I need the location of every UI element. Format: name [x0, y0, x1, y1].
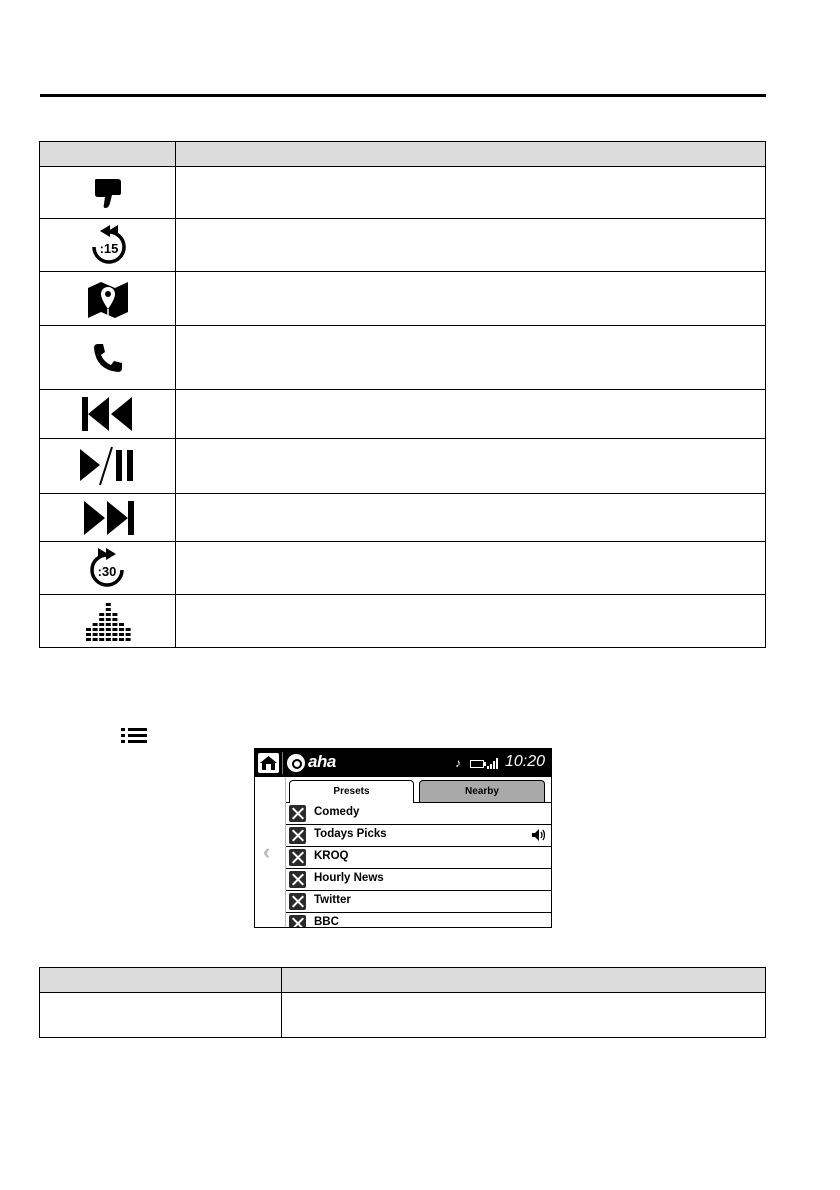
app-name: aha	[308, 752, 336, 771]
equalizer-bar-segment	[112, 638, 117, 641]
phone-icon	[40, 326, 176, 390]
rewind-15-icon	[40, 219, 176, 272]
equalizer-bar-segment	[92, 628, 97, 631]
table-row	[40, 326, 766, 390]
delete-x-icon[interactable]	[289, 915, 306, 928]
station-row[interactable]	[286, 803, 551, 825]
station-label: Hourly News	[314, 872, 384, 884]
equalizer-bar-segment	[92, 638, 97, 641]
equalizer-bar-segment	[119, 623, 124, 626]
equalizer-bar-segment	[86, 638, 91, 641]
table-row	[40, 439, 766, 494]
equalizer-bar-segment	[119, 628, 124, 631]
equalizer-bar-segment	[105, 628, 110, 631]
station-label: Comedy	[314, 806, 360, 818]
setting-table	[39, 967, 766, 1038]
station-row[interactable]	[286, 825, 551, 847]
aha-logo-icon	[287, 754, 305, 772]
speaker-icon	[532, 829, 546, 841]
equalizer-bar-segment	[119, 638, 124, 641]
equalizer-bar-segment	[112, 633, 117, 636]
station-row[interactable]	[286, 913, 551, 928]
table-row	[40, 167, 766, 219]
equalizer-bar-segment	[99, 623, 104, 626]
equalizer-bar-segment	[86, 633, 91, 636]
header-rule	[40, 94, 766, 97]
divider	[282, 752, 283, 774]
equalizer-bar-segment	[105, 608, 110, 611]
status-bar	[255, 749, 551, 777]
map-pin-icon	[40, 272, 176, 326]
header-cell-icon	[40, 142, 176, 167]
equalizer-bar-segment	[125, 638, 130, 641]
skip-forward-icon	[40, 494, 176, 542]
station-list	[286, 803, 551, 928]
equalizer-bar-segment	[105, 613, 110, 616]
table-header-row	[40, 142, 766, 167]
equalizer-icon	[40, 595, 176, 648]
forward-seconds-label: :30	[97, 564, 116, 579]
station-label: BBC	[314, 916, 339, 928]
equalizer-bar-segment	[105, 618, 110, 621]
back-pane[interactable]	[255, 777, 286, 927]
equalizer-bar-segment	[92, 633, 97, 636]
table-row	[40, 219, 766, 272]
battery-icon	[470, 760, 484, 768]
delete-x-icon[interactable]	[289, 871, 306, 888]
home-icon[interactable]	[258, 753, 279, 773]
table-row	[40, 993, 766, 1038]
equalizer-bar-segment	[99, 613, 104, 616]
icon-function-table	[39, 141, 766, 648]
equalizer-bar-segment	[112, 628, 117, 631]
table-header-row	[40, 968, 766, 993]
delete-x-icon[interactable]	[289, 849, 306, 866]
skip-back-icon	[40, 390, 176, 439]
equalizer-bar-segment	[105, 638, 110, 641]
equalizer-bar-segment	[119, 633, 124, 636]
equalizer-bar-segment	[105, 603, 110, 606]
equalizer-bar-segment	[112, 618, 117, 621]
equalizer-bar-segment	[112, 623, 117, 626]
delete-x-icon[interactable]	[289, 805, 306, 822]
station-row[interactable]	[286, 869, 551, 891]
tab-nearby[interactable]: Nearby	[419, 780, 545, 802]
equalizer-bar-segment	[105, 623, 110, 626]
rewind-seconds-label: :15	[99, 241, 118, 256]
header-cell-function	[176, 142, 766, 167]
equalizer-bar-segment	[99, 628, 104, 631]
equalizer-bar-segment	[105, 633, 110, 636]
station-label: Twitter	[314, 894, 351, 906]
table-row	[40, 542, 766, 595]
list-icon	[120, 727, 148, 743]
equalizer-bar-segment	[99, 633, 104, 636]
delete-x-icon[interactable]	[289, 827, 306, 844]
clock: 10:20	[505, 753, 546, 770]
table-row	[40, 390, 766, 439]
equalizer-bar-segment	[125, 628, 130, 631]
delete-x-icon[interactable]	[289, 893, 306, 910]
forward-30-icon	[40, 542, 176, 595]
tab-presets[interactable]: Presets	[289, 780, 414, 803]
header-cell-function	[282, 968, 766, 993]
aha-screen	[254, 748, 552, 928]
station-row[interactable]	[286, 847, 551, 869]
station-label: KROQ	[314, 850, 349, 862]
thumbs-down-icon	[40, 167, 176, 219]
table-row	[40, 494, 766, 542]
table-row	[40, 272, 766, 326]
equalizer-bar-segment	[99, 618, 104, 621]
equalizer-bar-segment	[112, 613, 117, 616]
equalizer-bar-segment	[92, 623, 97, 626]
station-label: Todays Picks	[314, 828, 387, 840]
header-cell-item	[40, 968, 282, 993]
music-note-icon: ♪	[455, 756, 461, 770]
signal-icon	[487, 757, 499, 769]
table-row	[40, 595, 766, 648]
equalizer-bar-segment	[125, 633, 130, 636]
equalizer-bar-segment	[86, 628, 91, 631]
equalizer-bar-segment	[99, 638, 104, 641]
chevron-left-icon[interactable]: ‹	[263, 839, 271, 864]
play-pause-icon	[40, 439, 176, 494]
station-row[interactable]	[286, 891, 551, 913]
